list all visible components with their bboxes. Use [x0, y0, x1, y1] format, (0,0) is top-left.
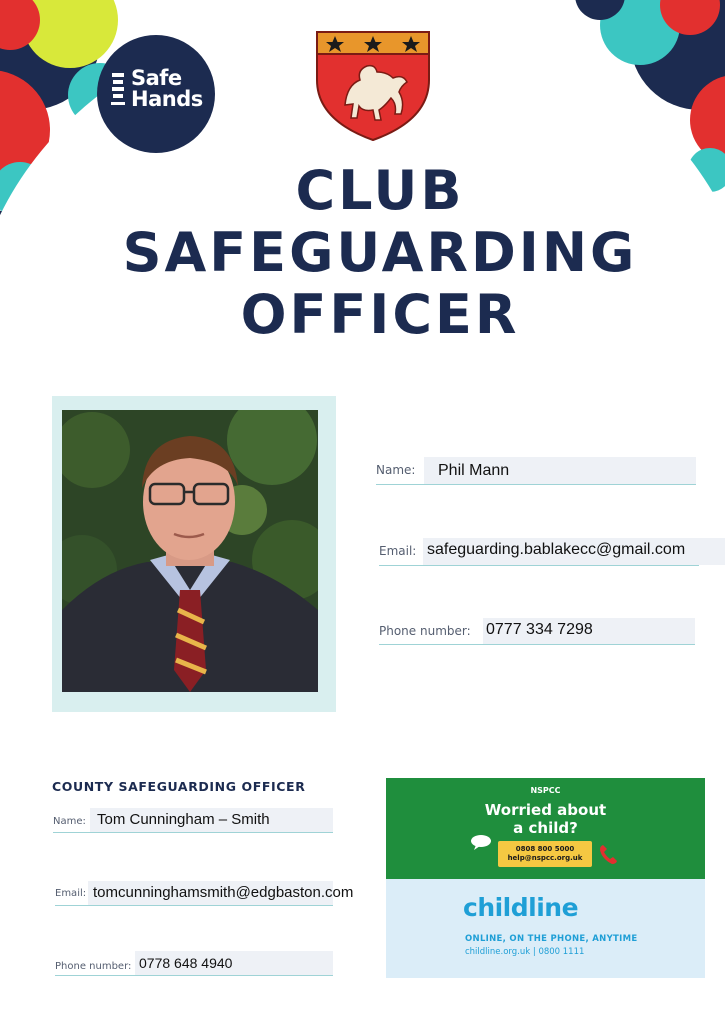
title-line-3: OFFICER: [240, 283, 520, 346]
county-email-value: tomcunninghamsmith@edgbaston.com: [93, 884, 354, 901]
county-name-label: Name:: [53, 816, 86, 827]
page-title: [0, 160, 725, 346]
club-phone-label: Phone number:: [379, 624, 471, 638]
county-phone-underline: [55, 975, 333, 976]
club-name-underline: [376, 484, 696, 485]
safe-hands-logo: [97, 35, 215, 153]
nspcc-contact-box: [498, 841, 592, 867]
nspcc-email: help@nspcc.org.uk: [507, 854, 583, 862]
club-email-value: safeguarding.bablakecc@gmail.com: [427, 541, 686, 558]
club-crest-icon: [315, 30, 431, 142]
county-phone-value: 0778 648 4940: [139, 955, 233, 971]
title-line-2: SAFEGUARDING: [122, 221, 638, 284]
nspcc-heading-line-2: a child?: [513, 819, 578, 837]
county-officer-heading: COUNTY SAFEGUARDING OFFICER: [52, 779, 306, 794]
logo-line-2: Hands: [131, 87, 203, 111]
club-name-value: Phil Mann: [438, 462, 510, 479]
club-email-label: Email:: [379, 544, 417, 558]
childline-web: childline.org.uk | 0800 1111: [465, 947, 585, 957]
club-email-underline: [379, 565, 699, 566]
county-phone-label: Phone number:: [55, 961, 132, 972]
nspcc-panel: [386, 778, 705, 879]
club-phone-value: 0777 334 7298: [486, 621, 593, 638]
childline-brand: childline: [463, 893, 579, 922]
club-phone-underline: [379, 644, 695, 645]
county-email-label: Email:: [55, 888, 87, 899]
logo-line-1: Safe: [131, 66, 182, 90]
nspcc-heading-line-1: Worried about: [484, 801, 607, 819]
ecb-crest-icon: [110, 71, 126, 111]
phone-icon: [598, 842, 620, 866]
title-line-1: CLUB: [295, 159, 465, 222]
county-name-value: Tom Cunningham – Smith: [97, 811, 270, 828]
county-name-underline: [53, 832, 333, 833]
childline-panel: [386, 879, 705, 978]
club-name-label: Name:: [376, 463, 416, 477]
childline-tagline: ONLINE, ON THE PHONE, ANYTIME: [465, 934, 638, 944]
nspcc-phone: 0808 800 5000: [515, 845, 575, 853]
nspcc-org-label: NSPCC: [530, 786, 561, 795]
county-email-underline: [55, 905, 333, 906]
officer-photo: [62, 410, 318, 692]
safe-hands-wordmark: [131, 68, 203, 110]
speech-bubble-icon: [470, 834, 492, 850]
nspcc-heading: [386, 801, 705, 837]
